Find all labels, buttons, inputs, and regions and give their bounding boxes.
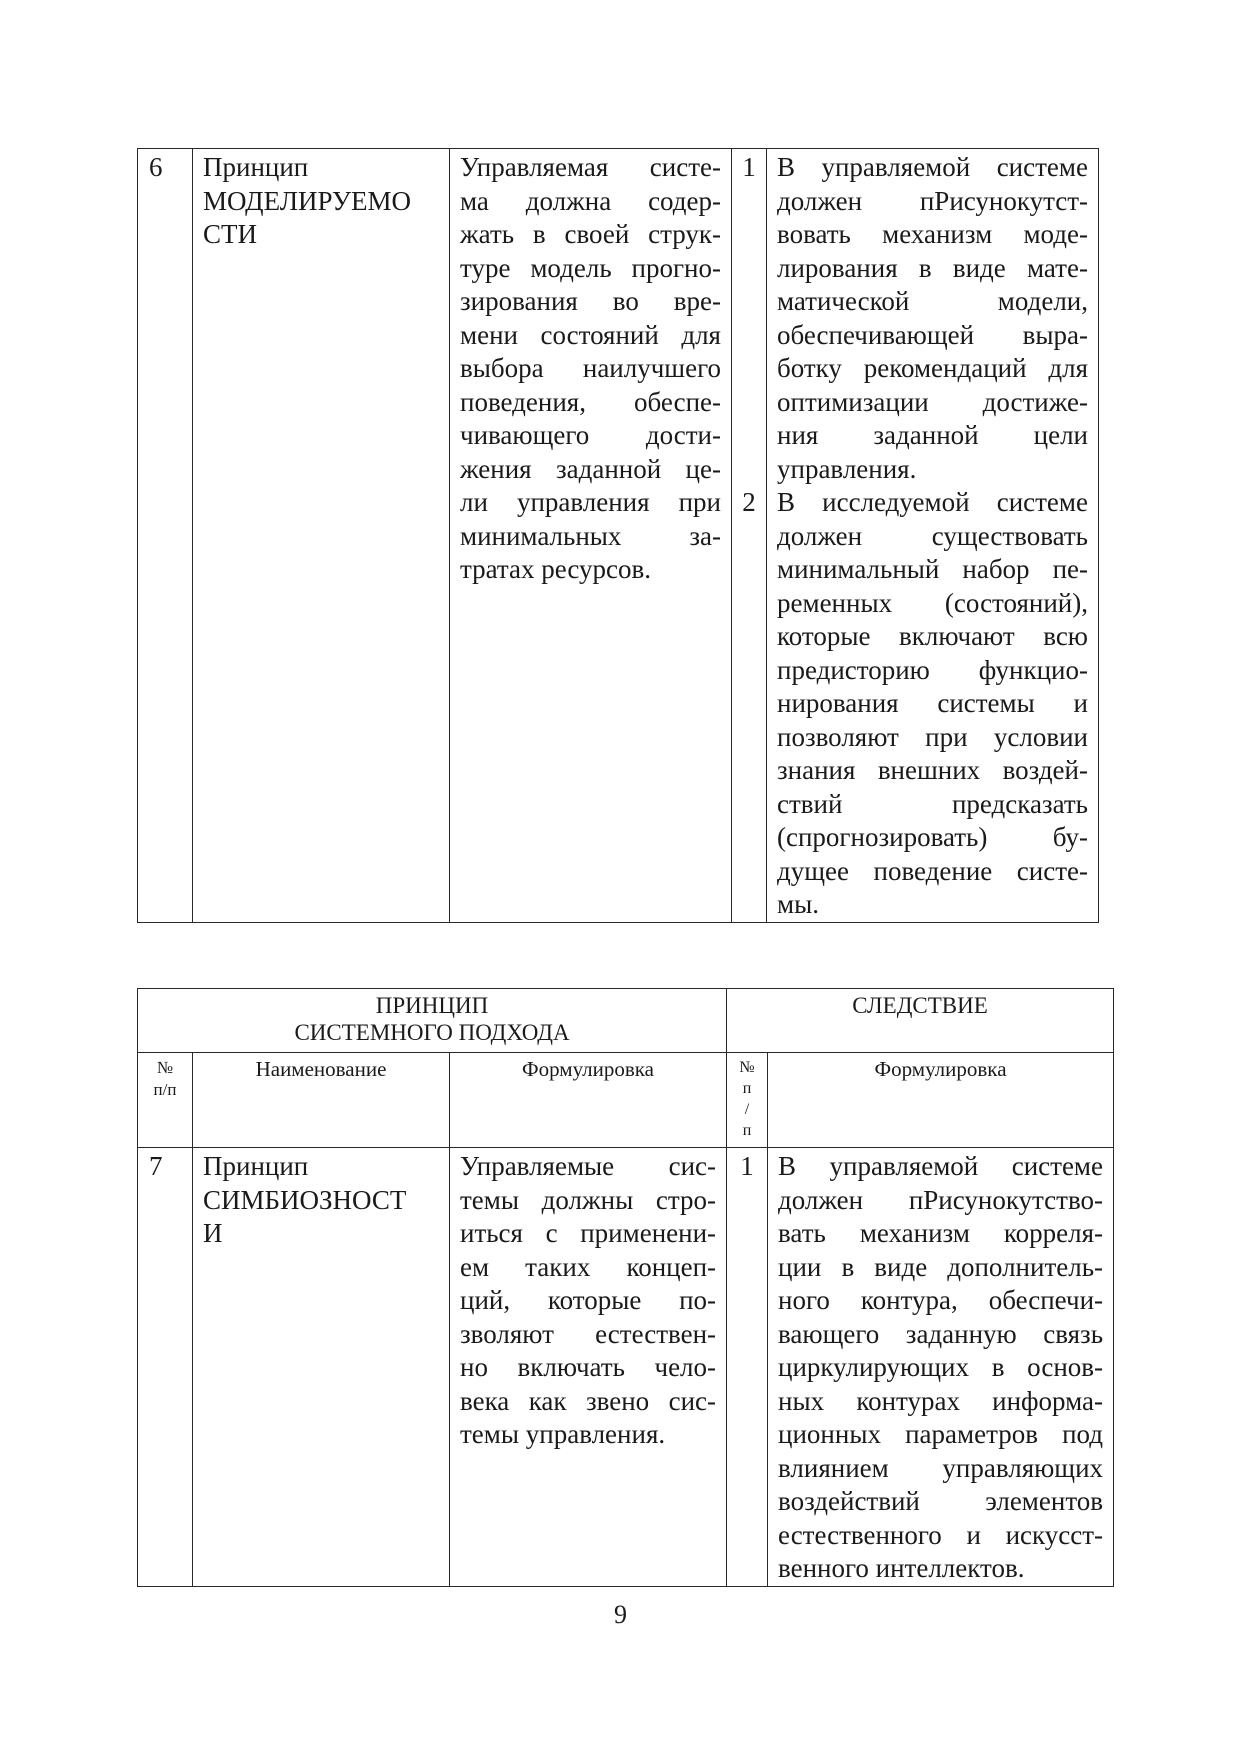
word: для [681,319,721,350]
word: пРисунокутст- [919,185,1088,216]
word: предисторию [777,654,930,685]
consequence-header [727,989,1114,1053]
cons-num-header [727,1053,768,1148]
text-line [460,1385,716,1419]
word: рекомендаций [863,353,1027,383]
word: своей [564,219,630,249]
text-line [460,352,721,386]
word: таких [525,1251,591,1282]
text-line [777,520,1088,554]
word: должны [541,1184,634,1215]
consequence-text-1 [777,151,1088,486]
word: ма [460,185,489,216]
text-line [460,419,721,453]
principle-table-1 [137,148,1099,923]
word: в [532,219,546,249]
word: включают [899,621,1015,651]
text-line [777,486,1088,520]
word: заданной [873,420,979,450]
word: существовать [931,520,1088,551]
name-line: СИМБИОЗНОСТ [203,1184,407,1215]
word: ем [460,1251,490,1282]
word: искусст- [1005,1519,1104,1550]
word: механизм [859,1218,970,1248]
text-line [460,1217,716,1251]
consequence-text [778,1150,1103,1586]
text-line [460,1318,716,1352]
word: элементов [985,1486,1104,1516]
text-line [778,1251,1103,1285]
text-line [778,1150,1103,1184]
formulation-text [460,151,721,587]
word: как [528,1385,567,1416]
word: контура, [860,1285,958,1315]
text-line [777,285,1088,319]
word: чивающего [460,420,590,450]
word: выра- [1022,319,1088,350]
word: систе- [1016,855,1088,886]
word: Управляемые [460,1151,615,1181]
word: заданную [905,1318,1017,1349]
formulation-header [450,1053,727,1148]
consequence-formulation-cell [767,149,1099,923]
text-line [778,1519,1103,1553]
text-line [460,1184,716,1218]
word: по- [679,1285,717,1315]
consequence-index-cell [732,149,767,923]
formulation-header-label: Формулировка [522,1057,654,1081]
word: темы [460,1184,520,1215]
text-line [777,185,1088,219]
text-line [777,386,1088,420]
word: ботку [777,353,842,383]
word: информа- [992,1385,1104,1416]
word: основ- [1027,1352,1104,1382]
word: естествен- [595,1318,717,1349]
word: и [966,1519,981,1550]
word: в [841,1251,855,1282]
text-line: темы управления. [460,1419,666,1449]
word: нирования [777,688,899,718]
word: систе- [649,152,721,182]
word: ных [778,1385,825,1416]
name-header-label: Наименование [255,1057,387,1081]
principle-header-line: ПРИНЦИП [375,993,489,1018]
word: жать [460,219,515,249]
word: управляемой [821,152,971,182]
word: управляющих [942,1452,1104,1483]
word: звено [585,1385,650,1416]
word: обеспечивающей [777,319,975,350]
text-line [777,620,1088,654]
num-header [138,1053,193,1148]
word: сис- [668,1151,717,1181]
consequence-formulation-cell [768,1148,1114,1587]
word: ли [460,487,488,517]
word: применени- [580,1218,717,1248]
name-header [193,1053,450,1148]
num-header-line: № [156,1058,174,1077]
word: всю [1043,621,1088,651]
text-line [778,1284,1103,1318]
cons-formulation-header [768,1053,1114,1148]
word: дости- [645,420,721,450]
word: естественного [778,1519,942,1550]
word: оптимизации [777,386,929,417]
word: воздействий [778,1486,920,1516]
word: цели [1033,420,1088,450]
text-line [778,1485,1103,1519]
cons-num-header-line: п [742,1080,752,1097]
cons-formulation-header-label: Формулировка [874,1057,1007,1081]
word: контурах [856,1385,960,1416]
word: минимальных [460,520,622,551]
word: за- [689,520,721,551]
word: минимальный [777,554,940,584]
word: позволяют [777,721,899,752]
word: параметров [905,1419,1038,1449]
consequence-index: 1 [742,152,756,182]
row-number: 7 [149,1151,163,1181]
word: Управляемая [460,152,609,182]
principle-formulation-cell [450,1148,727,1587]
word: мени [460,319,518,350]
word: знания [777,755,856,785]
text-line [778,1452,1103,1486]
word: должен [777,185,863,216]
page-number: 9 [614,1600,627,1629]
text-line [778,1318,1103,1352]
word: мате- [1027,252,1088,283]
word: состояний [540,319,659,350]
word: вовать [777,219,851,249]
word: в [918,252,932,283]
text-line: мы. [777,889,819,919]
word: В [777,152,796,182]
word: обеспе- [634,386,721,417]
cons-num-header-line: / [744,1101,750,1118]
word: ции [778,1251,822,1282]
word: под [1062,1419,1104,1449]
text-line [460,386,721,420]
consequence-index-spacer [732,185,766,487]
word: зирования [460,286,578,316]
text-line [460,486,721,520]
row-number-cell [138,149,193,923]
text-line [460,252,721,286]
word: ционных [778,1419,881,1449]
text-line [778,1351,1103,1385]
cons-num-header-line: № [739,1059,755,1076]
word: системы [937,688,1035,718]
word: В [778,1151,797,1181]
word: пе- [1052,554,1088,584]
text-line [777,352,1088,386]
consequence-index: 1 [740,1151,754,1181]
word: набор [962,554,1030,584]
text-line [777,218,1088,252]
word: концеп- [626,1251,717,1282]
text-line [460,319,721,353]
word: бу- [1052,822,1088,852]
text-line: тратах ресурсов. [460,554,652,584]
word: условии [993,721,1088,752]
word: вре- [673,286,721,316]
text-line [460,218,721,252]
word: матической [777,286,910,316]
word: с [545,1218,558,1248]
row-number-cell [138,1148,193,1587]
word: но [460,1352,488,1382]
word: туре [460,252,511,283]
word: зволяют [460,1318,554,1349]
text-line [778,1385,1103,1419]
word: механизм [882,219,993,249]
word: и [1073,688,1088,718]
row-number: 6 [149,152,163,182]
text-line: управления. [777,453,917,484]
text-line [777,788,1088,822]
text-line [777,151,1088,185]
word: в [991,1352,1005,1382]
text-line [460,1251,716,1285]
word: которые [777,621,871,651]
word: циркулирующих [778,1352,969,1382]
text-line [777,319,1088,353]
text-line [460,520,721,554]
word: корреля- [1003,1218,1104,1248]
word: це- [685,453,721,484]
word: связь [1043,1318,1104,1349]
word: исследуемой [822,487,970,517]
word: обеспечи- [988,1285,1104,1315]
principle-formulation-cell [450,149,732,923]
word: лирования [777,252,898,283]
word: поведение [873,855,993,886]
word: наилучшего [582,353,721,383]
word: системе [1011,1151,1104,1181]
text-line [460,1351,716,1385]
word: вать [778,1218,826,1248]
text-line [460,453,721,487]
text-line [778,1184,1103,1218]
text-line [777,252,1088,286]
name-line: Принцип [203,1151,309,1181]
word: функцио- [978,654,1088,685]
word: системе [996,487,1088,517]
consequence-index: 2 [742,487,756,517]
word: струк- [648,219,721,249]
text-line [778,1418,1103,1452]
word: при [925,721,968,752]
word: содер- [648,185,721,216]
name-line: Принцип [203,152,309,182]
word: внешних [877,755,981,785]
word: воздей- [1002,755,1088,785]
word: ного [778,1285,830,1315]
word: дополнитель- [947,1251,1104,1282]
word: (спрогнозировать) [777,822,988,852]
word: жения [460,453,532,484]
word: иться [460,1218,523,1248]
word: выбора [460,353,544,383]
consequence-header-label: СЛЕДСТВИЕ [852,993,988,1018]
word: заданной [555,453,662,484]
principle-header-line: СИСТЕМНОГО ПОДХОДА [294,1020,570,1045]
text-line [777,587,1088,621]
text-line [777,654,1088,688]
word: управляемой [829,1151,979,1181]
word: включать [517,1352,625,1382]
word: стро- [655,1184,717,1215]
text-line [777,721,1088,755]
text-line [460,185,721,219]
word: во [612,286,639,316]
principle-header [138,989,727,1053]
consequence-text-2 [777,486,1088,922]
word: моде- [1023,219,1088,249]
word: виде [874,1251,928,1282]
word: дущее [777,855,849,886]
principle-name-cell [193,1148,450,1587]
text-line [777,821,1088,855]
word: В [777,487,796,517]
text-line: венного интеллектов. [778,1553,1025,1583]
word: виде [952,252,1006,283]
text-line [460,285,721,319]
word: должна [525,185,612,216]
word: (состояний), [944,587,1088,618]
word: должен [777,520,863,551]
cons-num-header-line: п [742,1122,752,1139]
word: ния [777,420,819,450]
word: ций, [460,1285,511,1315]
principle-name-cell [193,149,450,923]
text-line [460,1284,716,1318]
name-line: МОДЕЛИРУЕМО [203,185,411,216]
word: системе [996,152,1088,182]
word: пРисунокутство- [908,1184,1104,1215]
formulation-text [460,1150,716,1452]
num-header-line: п/п [153,1080,177,1099]
word: при [678,487,721,517]
word: должен [778,1184,864,1215]
consequence-index-cell [727,1148,768,1587]
principle-table-2 [137,988,1114,1587]
word: предсказать [951,788,1088,819]
word: влиянием [778,1452,889,1483]
text-line [777,687,1088,721]
name-line: СТИ [203,219,257,249]
word: поведения, [460,386,586,417]
text-line [460,1150,716,1184]
word: сис- [668,1385,717,1416]
word: ременных [777,587,893,618]
word: достиже- [982,386,1088,417]
text-line [460,151,721,185]
word: чело- [654,1352,717,1382]
text-line [777,855,1088,889]
word: прогно- [631,252,721,283]
word: ствий [777,788,843,819]
text-line [777,553,1088,587]
word: модели, [997,286,1088,316]
word: модель [530,252,612,283]
word: для [1048,353,1088,383]
word: века [460,1385,510,1416]
word: вающего [778,1318,880,1349]
name-line: И [203,1218,223,1248]
text-line [777,419,1088,453]
text-line [777,754,1088,788]
word: управления [516,487,650,517]
text-line [778,1217,1103,1251]
word: которые [547,1285,642,1315]
